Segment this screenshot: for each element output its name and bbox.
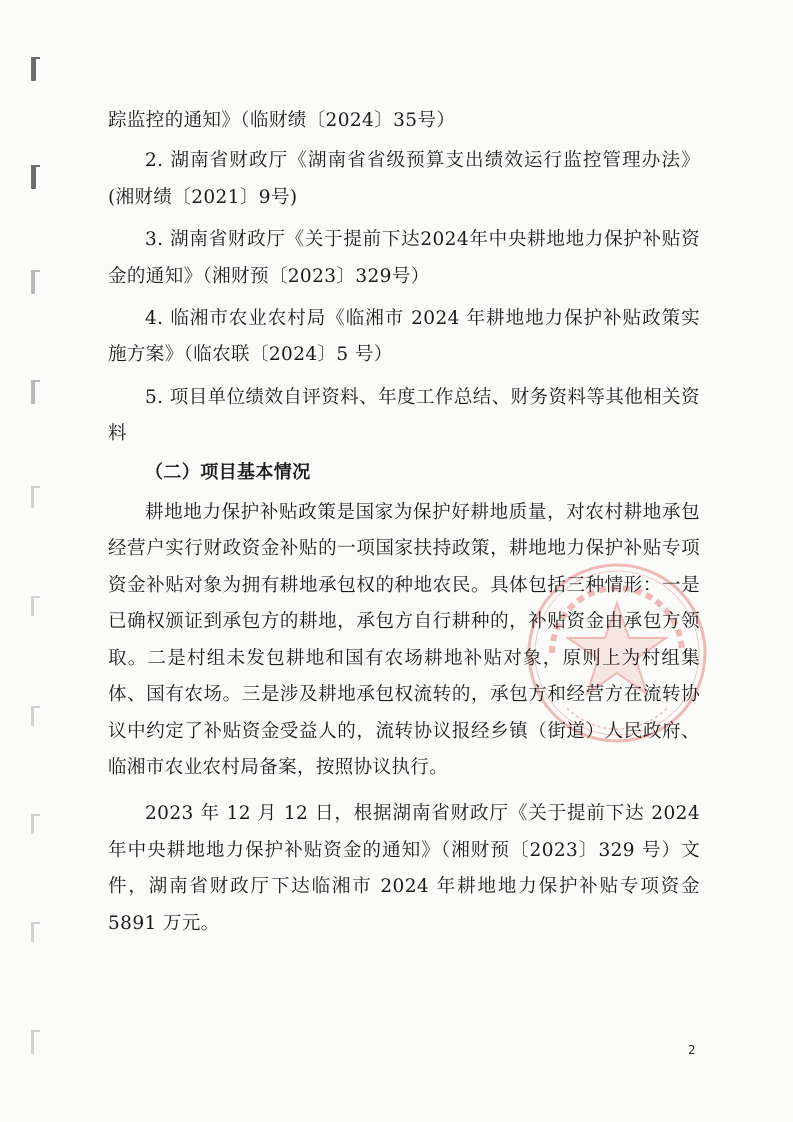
- reference-item-5: 5. 项目单位绩效自评资料、年度工作总结、财务资料等其他相关资料: [108, 386, 700, 445]
- reference-item-2: 2. 湖南省财政厅《湖南省省级预算支出绩效运行监控管理办法》(湘财绩〔2021〕9号): [108, 150, 700, 208]
- reference-item-4: 4. 临湘市农业农村局《临湘市 2024 年耕地地力保护补贴政策实施方案》（临农联〔2024〕5 号）: [108, 308, 700, 366]
- document-body: [108, 103, 700, 942]
- page-number: 2: [688, 1043, 696, 1057]
- section-heading: （二）项目基本情况: [145, 461, 311, 483]
- binding-mark: [31, 922, 34, 942]
- binding-mark: [31, 706, 34, 726]
- binding-mark: [31, 165, 36, 189]
- binding-mark: [31, 486, 34, 508]
- binding-mark: [31, 380, 35, 404]
- binding-mark: [31, 814, 34, 834]
- reference-item-3: 3. 湖南省财政厅《关于提前下达2024年中央耕地地力保护补贴资金的通知》（湘财预〔2023〕329号）: [108, 229, 700, 287]
- body-paragraph: 2023 年 12 月 12 日，根据湖南省财政厅《关于提前下达 2024 年中央耕地地力保护补贴资金的通知》（湘财预〔2023〕329 号）文件，湖南省财政厅下达临湘市 2024 年耕地地力保护补贴专项资金 5891 万元。: [108, 803, 700, 934]
- binding-mark: [31, 57, 36, 81]
- binding-mark: [31, 1030, 34, 1054]
- body-paragraph: 耕地地力保护补贴政策是国家为保护好耕地质量，对农村耕地承包经营户实行财政资金补贴的一项国家扶持政策，耕地地力保护补贴专项资金补贴对象为拥有耕地承包权的种地农民。具体包括三种情形：一是已确权颁证到承包方的耕地，承包方自行耕种的，补贴资金由承包方领取。二是村组未发包耕地和国有农场耕地补贴对象，原则上为村组集体、国有农场。三是涉及耕地承包权流转的，承包方和经营方在流转协议中约定了补贴资金受益人的，流转协议报经乡镇（街道）人民政府、临湘市农业农村局备案，按照协议执行。: [108, 502, 700, 778]
- binding-mark: [31, 596, 34, 616]
- reference-continuation: 踪监控的通知》（临财绩〔2024〕35号）: [108, 110, 456, 131]
- binding-mark: [31, 270, 35, 294]
